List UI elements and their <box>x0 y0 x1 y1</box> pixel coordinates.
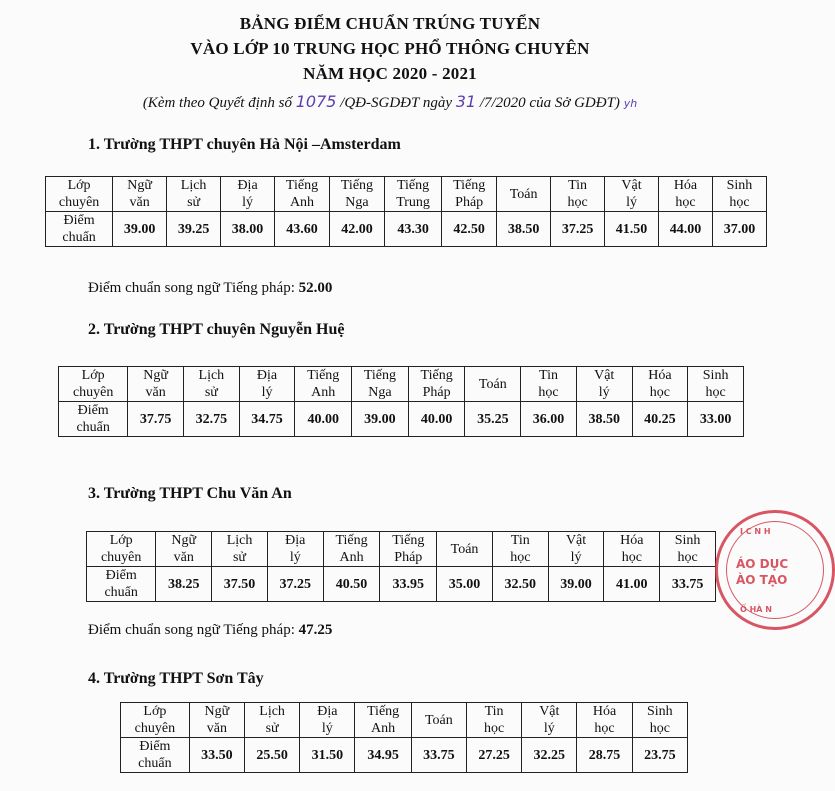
subject-name-line-2: sử <box>204 385 218 400</box>
subject-name-line-1: Ngữ <box>171 533 197 548</box>
school-1-bilingual <box>88 280 332 297</box>
subject-name-line-1: Tin <box>539 368 558 383</box>
score-cell: 33.50 <box>189 738 244 773</box>
subject-header-cell <box>156 532 212 567</box>
score-cell: 33.00 <box>688 402 744 437</box>
subject-name-line-2: sử <box>265 721 279 736</box>
subject-header-cell <box>442 177 497 212</box>
score-cell: 32.75 <box>184 402 240 437</box>
school-1-score-table <box>45 176 767 247</box>
subject-header-cell <box>245 703 300 738</box>
score-cell: 35.00 <box>437 567 493 602</box>
subject-name-line-1: Vật <box>594 368 615 383</box>
subject-name-line-1: Sinh <box>674 533 701 548</box>
subject-name-line-1: Địa <box>317 704 338 719</box>
subject-name-line-1: Lịch <box>259 704 285 719</box>
subject-header-cell <box>295 367 352 402</box>
subject-header-cell <box>688 367 744 402</box>
subject-name-line-2: học <box>677 550 698 565</box>
seal-top-text: I C N H <box>740 527 771 536</box>
subject-header-cell <box>548 532 604 567</box>
subject-name-line-1: Tiếng <box>453 178 486 193</box>
score-cell: 37.00 <box>712 212 766 247</box>
subject-header-cell <box>184 367 240 402</box>
subject-name-line-1: Hóa <box>673 178 698 193</box>
score-label-cell <box>87 567 156 602</box>
subject-header-cell <box>408 367 465 402</box>
score-label-line-2: chuẩn <box>62 230 96 245</box>
subject-header-cell <box>522 703 577 738</box>
class-label-line-1: Lớp <box>109 533 133 548</box>
subject-name-line-2: học <box>621 550 642 565</box>
subject-name-line-2: lý <box>626 195 637 210</box>
subject-name-line-2: văn <box>206 721 227 736</box>
subject-header-cell <box>437 532 493 567</box>
subject-name-line-1: Tiếng <box>335 533 368 548</box>
subject-header-cell <box>497 177 551 212</box>
subject-header-cell <box>712 177 766 212</box>
score-cell: 42.00 <box>329 212 384 247</box>
subject-name-line-1: Địa <box>237 178 258 193</box>
subject-name-line-1: Tin <box>484 704 504 719</box>
subject-name-line-2: học <box>567 195 588 210</box>
score-label-cell <box>121 738 190 773</box>
subject-name-line-2: học <box>675 195 696 210</box>
score-label-line-2: chuẩn <box>104 585 138 600</box>
subject-name-line-1: Hóa <box>592 704 617 719</box>
school-2-heading: 2. Trường THPT chuyên Nguyễn Huệ <box>88 321 345 338</box>
score-label-line-1: Điểm <box>77 403 109 418</box>
subject-name-line-1: Ngữ <box>127 178 152 193</box>
subject-name-line-1: Tiếng <box>363 368 397 383</box>
subject-header-cell <box>300 703 355 738</box>
subject-header-cell <box>466 703 521 738</box>
score-cell: 38.25 <box>156 567 212 602</box>
class-label-cell <box>121 703 190 738</box>
class-label-cell <box>87 532 156 567</box>
subject-name-line-1: Toán <box>424 712 453 728</box>
score-cell: 37.75 <box>128 402 184 437</box>
subject-header-cell <box>221 177 275 212</box>
handwritten-initials: yh <box>623 97 638 110</box>
score-cell: 40.00 <box>408 402 465 437</box>
subject-header-cell <box>128 367 184 402</box>
score-cell: 37.25 <box>551 212 605 247</box>
score-row <box>87 567 716 602</box>
subject-name-line-1: Lịch <box>180 178 207 193</box>
subject-name-line-2: lý <box>321 721 333 736</box>
subject-name-line-1: Tiếng <box>340 178 374 193</box>
subject-name-line-2: Pháp <box>422 385 451 400</box>
subject-name-line-2: học <box>705 385 726 400</box>
subject-name-line-1: Tiếng <box>396 178 430 193</box>
bilingual-score: 47.25 <box>298 622 333 638</box>
subject-name-line-1: Ngữ <box>204 704 230 719</box>
score-label-cell <box>46 212 113 247</box>
subject-header-cell <box>632 367 688 402</box>
subject-name-line-1: Lịch <box>226 533 253 548</box>
score-cell: 39.25 <box>167 212 221 247</box>
subject-name-line-1: Tiếng <box>367 704 400 719</box>
subject-name-line-1: Tiếng <box>307 368 340 383</box>
score-row <box>46 212 767 247</box>
score-cell: 41.00 <box>604 567 660 602</box>
score-cell: 39.00 <box>548 567 604 602</box>
score-cell: 44.00 <box>659 212 713 247</box>
subject-name-line-1: Vật <box>621 178 642 193</box>
subject-header-cell <box>189 703 244 738</box>
school-4-heading: 4. Trường THPT Sơn Tây <box>88 670 264 687</box>
subject-header-cell <box>411 703 466 738</box>
subject-name-line-2: lý <box>242 195 253 210</box>
subject-name-line-2: học <box>594 721 615 736</box>
subject-name-line-2: học <box>649 385 670 400</box>
score-cell: 34.95 <box>355 738 411 773</box>
subject-name-line-2: lý <box>261 385 273 400</box>
score-label-line-1: Điểm <box>63 213 95 228</box>
subject-name-line-1: Toán <box>450 541 479 557</box>
subject-header-cell <box>492 532 548 567</box>
subject-name-line-2: học <box>538 385 559 400</box>
subject-header-cell <box>355 703 411 738</box>
score-cell: 40.00 <box>295 402 352 437</box>
score-cell: 27.25 <box>466 738 521 773</box>
subject-header-cell <box>239 367 295 402</box>
subject-name-line-1: Hóa <box>648 368 672 383</box>
class-label-line-1: Lớp <box>143 704 167 719</box>
decision-number: 1075 <box>295 92 337 111</box>
subject-header-cell <box>352 367 409 402</box>
decision-day: 31 <box>455 92 477 111</box>
subject-name-line-2: học <box>510 550 531 565</box>
score-cell: 28.75 <box>577 738 632 773</box>
score-cell: 32.50 <box>492 567 548 602</box>
decision-note <box>0 92 780 112</box>
subject-name-line-2: Trung <box>396 195 430 210</box>
score-cell: 37.50 <box>212 567 268 602</box>
subject-name-line-1: Tiếng <box>392 533 425 548</box>
school-3-bilingual <box>88 622 332 639</box>
subject-header-cell <box>267 532 323 567</box>
subject-name-line-1: Tiếng <box>285 178 319 193</box>
subject-header-cell <box>465 367 521 402</box>
bilingual-label: Điểm chuẩn song ngữ Tiếng pháp: <box>88 622 299 638</box>
subject-name-line-1: Tin <box>568 178 588 193</box>
seal-line-2: ÀO TẠO <box>736 573 788 587</box>
subject-name-line-1: Tiếng <box>420 368 453 383</box>
score-cell: 41.50 <box>605 212 659 247</box>
subject-name-line-1: Lịch <box>198 368 225 383</box>
score-cell: 43.30 <box>384 212 441 247</box>
score-cell: 33.75 <box>660 567 716 602</box>
score-cell: 40.50 <box>323 567 380 602</box>
subject-name-line-1: Sinh <box>726 178 753 193</box>
subject-name-line-2: văn <box>173 550 194 565</box>
subject-header-cell <box>329 177 384 212</box>
subject-header-cell <box>577 703 632 738</box>
school-3-score-table <box>86 531 716 602</box>
score-cell: 43.60 <box>275 212 330 247</box>
class-label-cell <box>59 367 128 402</box>
subject-name-line-2: Anh <box>311 385 336 400</box>
score-cell: 31.50 <box>300 738 355 773</box>
score-cell: 37.25 <box>267 567 323 602</box>
subject-name-line-2: học <box>483 721 505 736</box>
class-label-line-2: chuyên <box>134 721 176 736</box>
subject-header-cell <box>659 177 713 212</box>
subject-name-line-2: Nga <box>368 385 392 400</box>
subject-name-line-1: Sinh <box>702 368 729 383</box>
score-cell: 35.25 <box>465 402 521 437</box>
class-label-line-2: chuyên <box>100 550 142 565</box>
score-cell: 38.50 <box>497 212 551 247</box>
class-label-line-2: chuyên <box>72 385 114 400</box>
score-label-line-1: Điểm <box>105 568 137 583</box>
score-cell: 38.50 <box>576 402 632 437</box>
subject-header-cell <box>576 367 632 402</box>
score-cell: 25.50 <box>245 738 300 773</box>
score-cell: 32.25 <box>522 738 577 773</box>
subject-name-line-1: Sinh <box>646 704 673 719</box>
subject-header-row <box>87 532 716 567</box>
school-2-score-table <box>58 366 744 437</box>
subject-name-line-2: Anh <box>339 550 364 565</box>
class-label-cell <box>46 177 113 212</box>
seal-bottom-text: Ố HÀ N <box>740 605 772 614</box>
score-label-line-1: Điểm <box>139 739 171 754</box>
subject-name-line-2: Pháp <box>455 195 484 210</box>
subject-name-line-2: lý <box>598 385 610 400</box>
subject-header-row <box>46 177 767 212</box>
subject-header-cell <box>604 532 660 567</box>
school-1-heading: 1. Trường THPT chuyên Hà Nội –Amsterdam <box>88 136 401 153</box>
score-cell: 42.50 <box>442 212 497 247</box>
note-suffix: /7/2020 của Sở GDĐT) <box>476 95 620 111</box>
subject-name-line-1: Vật <box>565 533 587 548</box>
subject-header-row <box>59 367 744 402</box>
seal-line-1: ÁO DỤC <box>736 557 789 571</box>
note-middle: /QĐ-SGDĐT ngày <box>336 95 456 111</box>
subject-name-line-2: văn <box>129 195 150 210</box>
score-cell: 33.95 <box>380 567 437 602</box>
subject-name-line-2: Anh <box>371 721 396 736</box>
subject-header-cell <box>551 177 605 212</box>
subject-name-line-2: sử <box>187 195 201 210</box>
subject-name-line-2: lý <box>543 721 555 736</box>
subject-header-cell <box>660 532 716 567</box>
subject-name-line-1: Địa <box>256 368 278 383</box>
score-label-line-2: chuẩn <box>76 420 110 435</box>
score-cell: 34.75 <box>239 402 295 437</box>
subject-name-line-1: Địa <box>285 533 306 548</box>
score-cell: 33.75 <box>411 738 466 773</box>
subject-name-line-1: Toán <box>509 186 538 202</box>
note-prefix: (Kèm theo Quyết định số <box>142 95 296 111</box>
subject-name-line-1: Ngữ <box>143 368 168 383</box>
class-label-line-1: Lớp <box>67 178 91 193</box>
subject-name-line-2: văn <box>145 385 166 400</box>
subject-header-cell <box>212 532 268 567</box>
score-cell: 39.00 <box>352 402 409 437</box>
subject-name-line-1: Toán <box>478 376 507 392</box>
score-cell: 38.00 <box>221 212 275 247</box>
subject-name-line-2: học <box>729 195 750 210</box>
subject-name-line-2: sử <box>232 550 247 565</box>
subject-header-cell <box>384 177 441 212</box>
official-seal-stamp <box>715 510 835 630</box>
class-label-line-2: chuyên <box>58 195 100 210</box>
title-line-3: NĂM HỌC 2020 - 2021 <box>303 64 477 83</box>
subject-name-line-2: Pháp <box>394 550 423 565</box>
score-cell: 39.00 <box>113 212 167 247</box>
bilingual-score: 52.00 <box>298 280 333 296</box>
subject-header-cell <box>521 367 577 402</box>
subject-header-cell <box>275 177 330 212</box>
subject-name-line-1: Hóa <box>620 533 644 548</box>
subject-name-line-2: học <box>649 721 670 736</box>
subject-header-cell <box>632 703 687 738</box>
subject-name-line-2: Anh <box>289 195 315 210</box>
school-3-heading: 3. Trường THPT Chu Văn An <box>88 485 292 502</box>
class-label-line-1: Lớp <box>81 368 105 383</box>
score-label-line-2: chuẩn <box>138 756 172 771</box>
subject-name-line-2: lý <box>289 550 301 565</box>
score-cell: 40.25 <box>632 402 688 437</box>
score-cell: 36.00 <box>521 402 577 437</box>
title-line-2: VÀO LỚP 10 TRUNG HỌC PHỔ THÔNG CHUYÊN <box>190 39 590 58</box>
subject-name-line-1: Vật <box>539 704 560 719</box>
title-line-1: BẢNG ĐIỂM CHUẨN TRÚNG TUYỂN <box>239 14 541 33</box>
subject-header-cell <box>113 177 167 212</box>
subject-header-cell <box>323 532 380 567</box>
score-label-cell <box>59 402 128 437</box>
score-cell: 23.75 <box>632 738 687 773</box>
score-row <box>59 402 744 437</box>
score-row <box>121 738 688 773</box>
subject-header-row <box>121 703 688 738</box>
subject-name-line-2: Nga <box>345 195 369 210</box>
subject-header-cell <box>167 177 221 212</box>
subject-header-cell <box>380 532 437 567</box>
bilingual-label: Điểm chuẩn song ngữ Tiếng pháp: <box>88 280 299 296</box>
subject-header-cell <box>605 177 659 212</box>
subject-name-line-1: Tin <box>510 533 530 548</box>
school-4-score-table <box>120 702 688 773</box>
subject-name-line-2: lý <box>570 550 582 565</box>
